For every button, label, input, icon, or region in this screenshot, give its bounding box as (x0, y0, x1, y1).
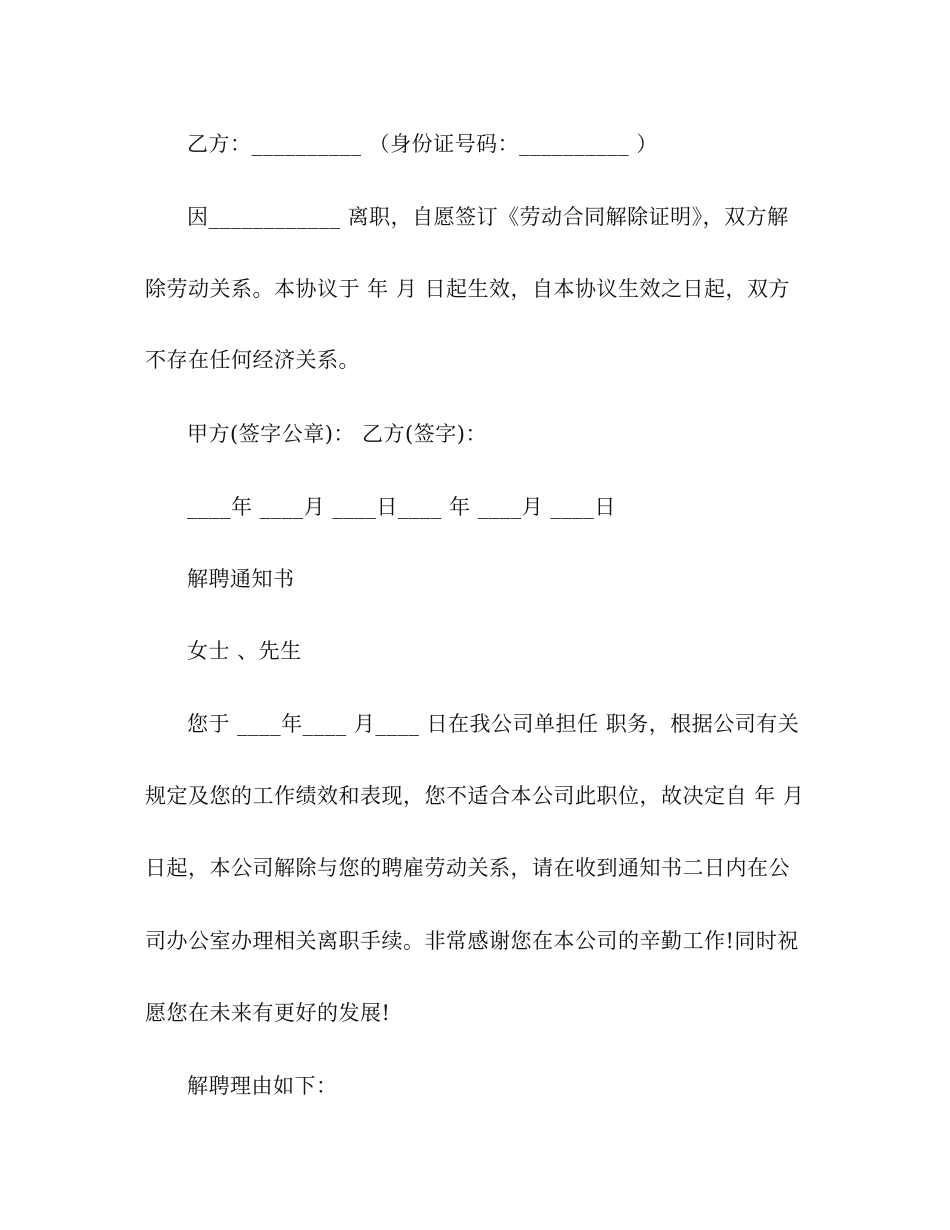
notice-body-line-2: 规定及您的工作绩效和表现，您不适合本公司此职位，故决定自 年 月 (145, 784, 805, 808)
party-b-id-line: 乙方：__________ （身份证号码：__________ ） (187, 132, 658, 156)
signature-line: 甲方(签字公章)： 乙方(签字)： (187, 422, 487, 446)
resignation-reason-line: 因____________ 离职，自愿签订《劳动合同解除证明》，双方解 (187, 205, 789, 229)
notice-body-line-1: 您于 ____年____ 月____ 日在我公司单担任 职务，根据公司有关 (187, 712, 800, 736)
notice-body-line-3: 日起，本公司解除与您的聘雇劳动关系，请在收到通知书二日内在公 (145, 856, 790, 880)
dismissal-reasons-heading: 解聘理由如下： (187, 1074, 338, 1098)
notice-body-line-4: 司办公室办理相关离职手续。非常感谢您在本公司的辛勤工作!同时祝 (145, 929, 799, 953)
agreement-effective-line: 除劳动关系。本协议于 年 月 日起生效，自本协议生效之日起，双方 (145, 277, 791, 301)
no-economic-relation-line: 不存在任何经济关系。 (145, 348, 360, 372)
notice-title: 解聘通知书 (187, 567, 295, 591)
date-line: ____年 ____月 ____日____ 年 ____月 ____日 (187, 495, 616, 519)
salutation: 女士 、先生 (187, 639, 302, 663)
notice-body-line-5: 愿您在未来有更好的发展! (145, 1001, 391, 1025)
